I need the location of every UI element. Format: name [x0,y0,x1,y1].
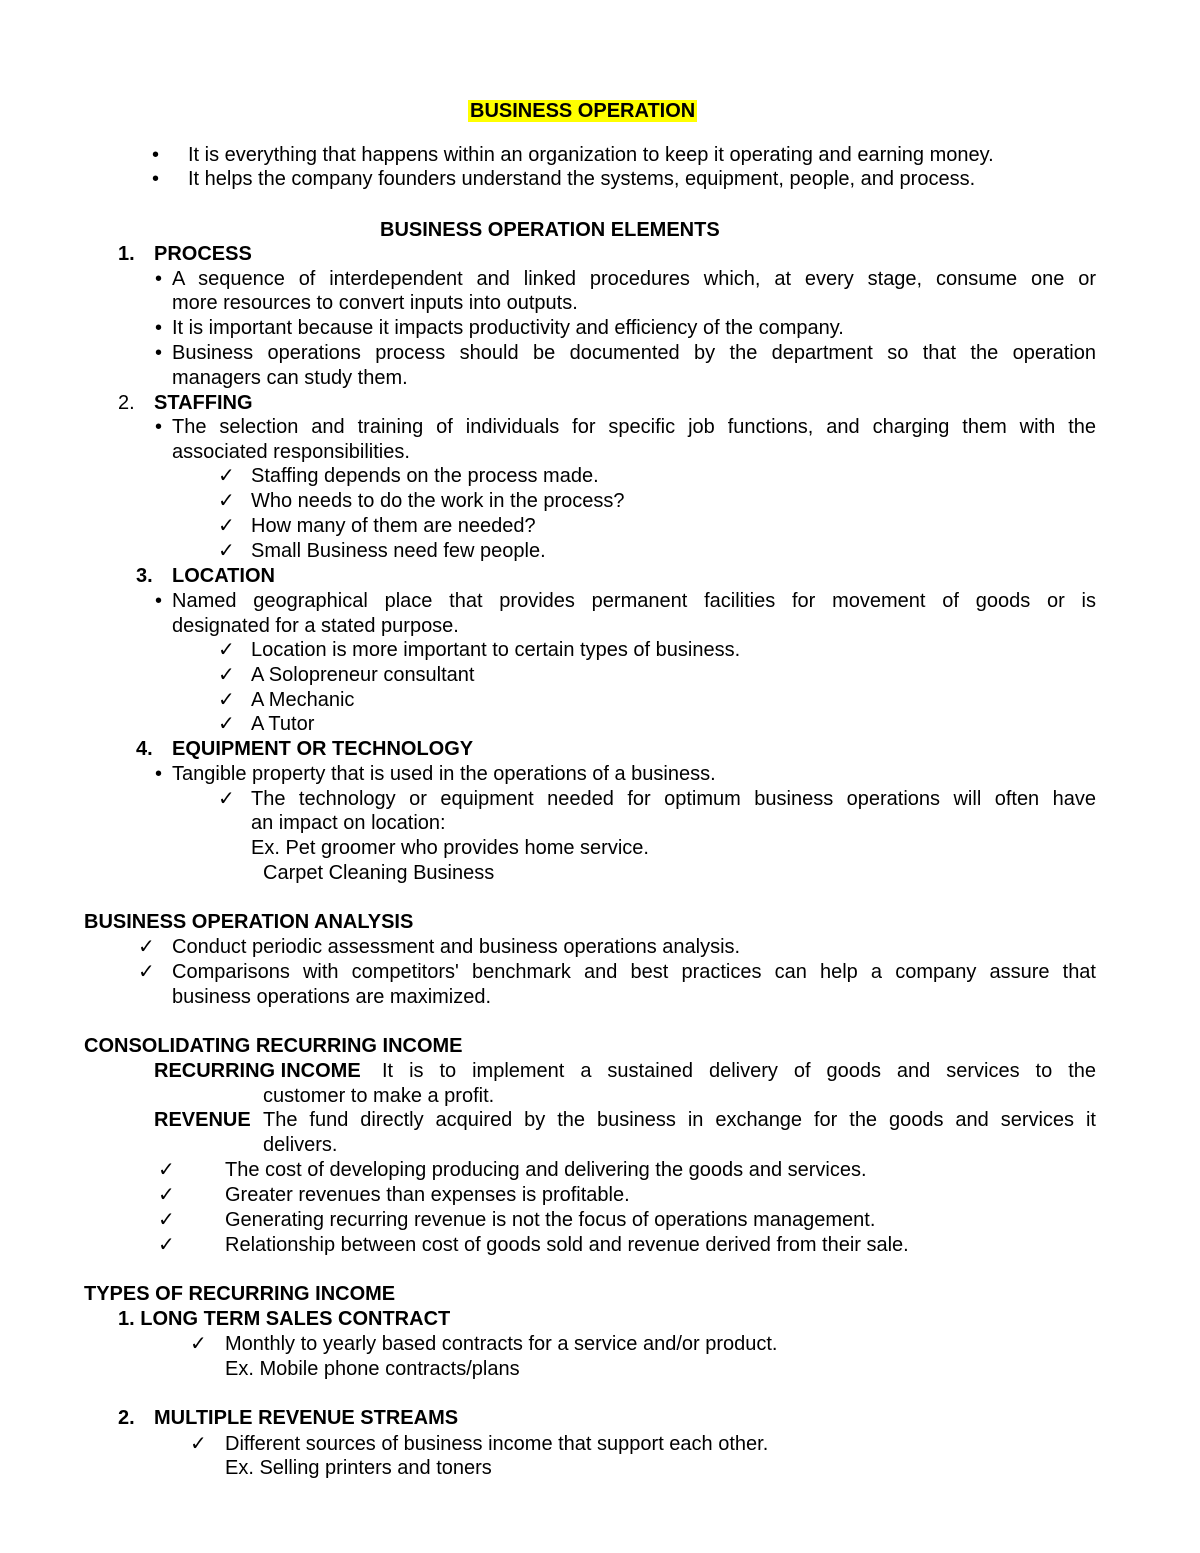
bullet-text-cont: designated for a stated purpose. [172,615,459,637]
check-icon: ✓ [218,664,235,686]
term-definition-cont: delivers. [263,1134,338,1156]
bullet-text-cont: more resources to convert inputs into outputs. [172,292,578,314]
section-heading: CONSOLIDATING RECURRING INCOME [84,1035,463,1057]
check-item: A Mechanic [251,689,355,711]
section-heading: BUSINESS OPERATION ELEMENTS [380,219,720,241]
item-title: EQUIPMENT OR TECHNOLOGY [172,738,474,760]
bullet-text: Business operations process should be documented by the department so that the operation [172,342,1096,364]
bullet-icon: • [155,342,163,364]
check-icon: ✓ [158,1184,175,1206]
check-icon: ✓ [138,936,155,958]
check-icon: ✓ [158,1209,175,1231]
section-heading: TYPES OF RECURRING INCOME [84,1283,396,1305]
term-definition-cont: customer to make a profit. [263,1085,495,1107]
bullet-icon: • [155,317,163,339]
item-title: STAFFING [154,392,253,414]
check-item: The technology or equipment needed for optimum business operations will often have [251,788,1096,810]
intro-line: It is everything that happens within an organization to keep it operating and earning money. [188,144,994,166]
item-title: LOCATION [172,565,275,587]
check-icon: ✓ [218,689,235,711]
item-number: 2. [118,1407,135,1429]
check-item: The cost of developing producing and delivering the goods and services. [225,1159,867,1181]
check-icon: ✓ [138,961,155,983]
check-item: Who needs to do the work in the process? [251,490,625,512]
bullet-icon: • [155,268,163,290]
check-item: Different sources of business income that support each other. [225,1433,769,1455]
check-icon: ✓ [218,490,235,512]
check-icon: ✓ [158,1234,175,1256]
check-item: How many of them are needed? [251,515,536,537]
bullet-icon: • [152,168,160,190]
check-item: Location is more important to certain types of business. [251,639,741,661]
term-label: REVENUE [154,1109,251,1131]
bullet-icon: • [155,763,163,785]
check-item: Conduct periodic assessment and business operations analysis. [172,936,741,958]
bullet-text-cont: associated responsibilities. [172,441,410,463]
check-icon: ✓ [218,713,235,735]
check-icon: ✓ [218,788,235,810]
item-number: 1. [118,243,135,265]
bullet-icon: • [155,590,163,612]
check-icon: ✓ [218,515,235,537]
bullet-text: Tangible property that is used in the operations of a business. [172,763,716,785]
check-icon: ✓ [190,1433,207,1455]
item-title: MULTIPLE REVENUE STREAMS [154,1407,459,1429]
bullet-text: Named geographical place that provides permanent facilities for movement of goods or is [172,590,1096,612]
example-text: Ex. Pet groomer who provides home service. [251,837,649,859]
example-text: Carpet Cleaning Business [263,862,495,884]
bullet-icon: • [155,416,163,438]
bullet-text: It is important because it impacts productivity and efficiency of the company. [172,317,844,339]
term-definition: It is to implement a sustained delivery of goods and services to the [382,1060,1096,1082]
example-text: Ex. Selling printers and toners [225,1457,492,1479]
item-title: 1. LONG TERM SALES CONTRACT [118,1308,451,1330]
intro-line: It helps the company founders understand the systems, equipment, people, and process. [188,168,976,190]
check-icon: ✓ [190,1333,207,1355]
check-item: Greater revenues than expenses is profitable. [225,1184,630,1206]
section-heading: BUSINESS OPERATION ANALYSIS [84,911,414,933]
check-item: A Tutor [251,713,315,735]
check-item: Small Business need few people. [251,540,546,562]
item-number: 3. [136,565,153,587]
check-item-cont: an impact on location: [251,812,446,834]
check-item: Comparisons with competitors' benchmark and best practices can help a company assure that [172,961,1096,983]
check-icon: ✓ [218,639,235,661]
page-title: BUSINESS OPERATION [470,100,696,122]
check-item: Monthly to yearly based contracts for a service and/or product. [225,1333,778,1355]
term-definition: The fund directly acquired by the business in exchange for the goods and services it [263,1109,1096,1131]
bullet-text: The selection and training of individuals for specific job functions, and charging them with the [172,416,1096,438]
check-item-cont: business operations are maximized. [172,986,492,1008]
check-item: A Solopreneur consultant [251,664,475,686]
check-icon: ✓ [218,540,235,562]
check-icon: ✓ [158,1159,175,1181]
bullet-icon: • [152,144,160,166]
item-title: PROCESS [154,243,252,265]
item-number: 2. [118,392,135,414]
bullet-text: A sequence of interdependent and linked procedures which, at every stage, consume one or [172,268,1096,290]
check-item: Relationship between cost of goods sold and revenue derived from their sale. [225,1234,909,1256]
bullet-text-cont: managers can study them. [172,367,408,389]
term-label: RECURRING INCOME [154,1060,361,1082]
item-number: 4. [136,738,153,760]
check-item: Staffing depends on the process made. [251,465,599,487]
example-text: Ex. Mobile phone contracts/plans [225,1358,520,1380]
check-icon: ✓ [218,465,235,487]
check-item: Generating recurring revenue is not the focus of operations management. [225,1209,876,1231]
